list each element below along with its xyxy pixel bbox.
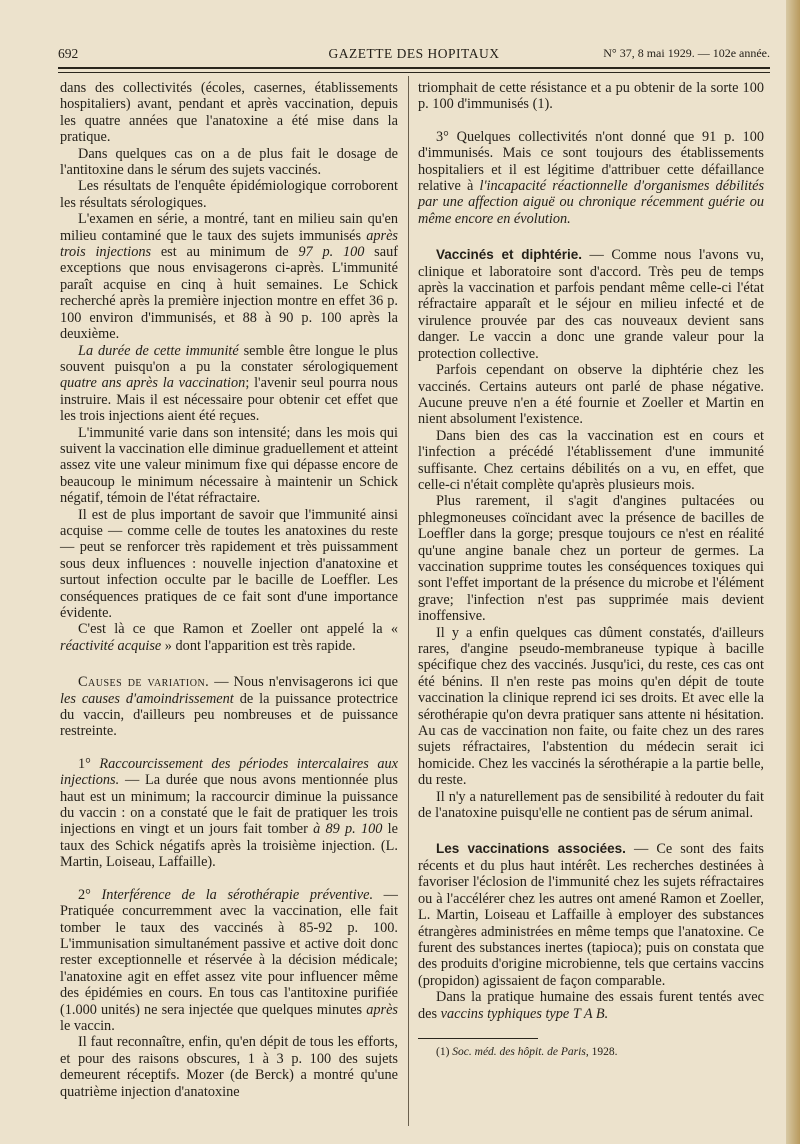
paragraph: dans des collectivités (écoles, casernes, établissements hospitaliers) avant, pendant et après vaccination, depuis les quatre années que l'anatoxine a été mise dans la pratique.	[60, 80, 398, 146]
section-heading: Causes de variation.	[78, 674, 210, 691]
right-column	[418, 80, 764, 1059]
footnote-rule	[418, 1038, 538, 1039]
paragraph: Il faut reconnaître, enfin, qu'en dépit de tous les efforts, et pour des raisons obscures, 1 à 3 p. 100 des sujets demeurent réceptifs. Mozer (de Berck) a montré qu'une quatrième injection d'anatoxine	[60, 1034, 398, 1100]
paragraph: 1° Raccourcissement des périodes intercalaires aux injections. — La durée que nous avons mentionnée plus haut est un minimum; la raccourcir diminue la puissance du vaccin : on a constaté que le fait de pratiquer les trois injections en vingt et un jours fait tomber à 89 p. 100 le taux des Schick négatifs après la troisième injection. (L. Martin, Loiseau, Laffaille).	[60, 755, 398, 871]
section-heading-paragraph: Vaccinés et diphtérie. — Comme nous l'avons vu, clinique et laboratoire sont d'accord. Très peu de temps après la vaccination et parfois pendant même celle-ci l'état réfractaire apparaît et le séjour en milieu infecté et de virulence prouvée par des cas nouveaux devient sans danger. Le vaccin a donc une grande valeur pour la protection collective.	[418, 247, 764, 362]
paragraph: Plus rarement, il s'agit d'angines pultacées ou phlegmoneuses coïncidant avec la présence de bacilles de Loeffler dans la gorge; presque toujours ce n'est en réalité qu'une angine banale chez un porteur de germes. La vaccination supprime toutes les conséquences toxiques qui sont l'effet important de la présence du microbe et l'élément grave; l'infection n'est pas supprimée mais devient inoffensive.	[418, 493, 764, 625]
footnote: (1) Soc. méd. des hôpit. de Paris, 1928.	[436, 1045, 618, 1058]
paragraph: 2° Interférence de la sérothérapie préventive. — Pratiquée concurremment avec la vaccination, elle fait tomber le taux des vaccinés à 85-92 p. 100. L'immunisation simultanément passive et active doit donc rester exceptionnelle et réservée à la décision médicale; l'anatoxine agit en effet assez vite pour influencer même des épidémies en cours. En tous cas l'antitoxine purifiée (1.000 unités) ne sera injectée que quelques minutes après le vaccin.	[60, 886, 398, 1034]
page-number: 692	[58, 46, 79, 61]
paragraph: L'examen en série, a montré, tant en milieu sain qu'en milieu contaminé que le taux des sujets immunisés après trois injections est au minimum de 97 p. 100 sauf exceptions que nous envisagerons ci-après. L'immunité paraît acquise en cinq à huit semaines. Le Schick recherché après la première injection montre en effet 36 p. 100 environ d'immunisés, et 88 à 90 p. 100 après la deuxième.	[60, 211, 398, 343]
column-separator	[408, 76, 409, 1126]
paragraph: 3° Quelques collectivités n'ont donné que 91 p. 100 d'immunisés. Mais ce sont toujours des établissements hospitaliers et il est légitime d'attribuer cette défaillance relative à l'incapacité réactionnelle d'organismes débilités par une affection aiguë ou chronique récemment guérie ou même encore en évolution.	[418, 128, 765, 227]
paragraph: L'immunité varie dans son intensité; dans les mois qui suivent la vaccination elle diminue graduellement et atteint assez vite une valeur minimum fixe qui dépasse encore de beaucoup le minimum nécessaire à maintenir un Schick négatif, témoin de l'état réfractaire.	[60, 424, 398, 507]
section-heading: Les vaccinations associées.	[436, 841, 626, 857]
section-heading-paragraph: Causes de variation. — Nous n'envisagerons ici que les causes d'amoindrissement de la puissance protectrice du vaccin, d'ailleurs peu nombreuses et de puissance restreinte.	[60, 674, 399, 740]
paragraph: Il est de plus important de savoir que l'immunité ainsi acquise — comme celle de toutes les anatoxines du reste — peut se renforcer très rapidement et très puissamment sous deux influences : nouvelle injection d'anatoxine et surtout infection occulte par le bacille de Loeffler. Les conséquences pratiques de ce fait sont d'une importance évidente.	[60, 506, 398, 621]
section-heading-paragraph: Les vaccinations associées. — Ce sont des faits récents et du plus haut intérêt. Les recherches destinées à favoriser l'éclosion de l'immunité chez les sujets réfractaires ou à l'accélérer chez les autres ont amené Ramon et Zoeller, L. Martin, Loiseau et Laffaille à employer des substances étrangères administrées en même temps que l'anatoxine. Ce furent des substances inertes (tapioca); puis on constata que des produits d'origine microbienne, tels que certains vaccins (propidon) agissaient de façon comparable.	[418, 841, 764, 989]
left-column	[60, 80, 398, 1100]
paragraph: Il y a enfin quelques cas dûment constatés, d'ailleurs rares, d'angine pseudo-membraneuse typique à bacille spécifique chez des vaccinés. Jusqu'ici, du reste, ces cas ont été bénins. Il n'en reste pas moins qu'en dépit de toute vaccination la clinique reprend ici ses droits. Et avec elle la sérothérapie qu'on devra pratiquer sans attente ni hésitation. Au cas de vaccination non faite, ou faite chez un des rares sujets réfractaires, l'abstention du médecin serait ici homicide. Chez les vaccinés la sérothérapie a la partie belle, du reste.	[418, 624, 764, 789]
section-heading: Vaccinés et diphtérie.	[436, 247, 582, 263]
paragraph: Dans quelques cas on a de plus fait le dosage de l'antitoxine dans le sérum des sujets vaccinés.	[60, 145, 398, 179]
header-rule	[58, 67, 770, 73]
running-header	[58, 44, 770, 66]
paragraph: Il n'y a naturellement pas de sensibilité à redouter du fait de l'anatoxine puisqu'elle ne contient pas de sérum animal.	[418, 788, 764, 822]
paragraph: La durée de cette immunité semble être longue le plus souvent puisqu'on a pu la constater sérologiquement quatre ans après la vaccination; l'avenir seul pourra nous instruire. Mais il est nécessaire pour obtenir cet effet que les trois injections aient été reçues.	[60, 342, 398, 425]
paragraph: Parfois cependant on observe la diphtérie chez les vaccinés. Certains auteurs ont parlé de phase négative. Aucune preuve n'en a été fournie et Zoeller et Martin en nient absolument l'existence.	[418, 362, 764, 428]
page-edge	[786, 0, 800, 1144]
paragraph: Les résultats de l'enquête épidémiologique corroborent les résultats sérologiques.	[60, 178, 398, 211]
paragraph: Dans la pratique humaine des essais furent tentés avec des vaccins typhiques type T A B.	[418, 989, 764, 1022]
journal-title: GAZETTE DES HOPITAUX	[328, 46, 500, 61]
paragraph: C'est là ce que Ramon et Zoeller ont appelé la « réactivité acquise » dont l'apparition est très rapide.	[60, 621, 398, 654]
paragraph: triomphait de cette résistance et a pu obtenir de la sorte 100 p. 100 d'immunisés (1).	[418, 80, 764, 113]
issue-info: N° 37, 8 mai 1929. — 102e année.	[603, 46, 770, 60]
paragraph: Dans bien des cas la vaccination est en cours et l'infection a précédé l'établissement d'une immunité suffisante. Chez certains débilités on a vu, en effet, que celle-ci n'était complète qu'après plusieurs mois.	[418, 427, 764, 493]
